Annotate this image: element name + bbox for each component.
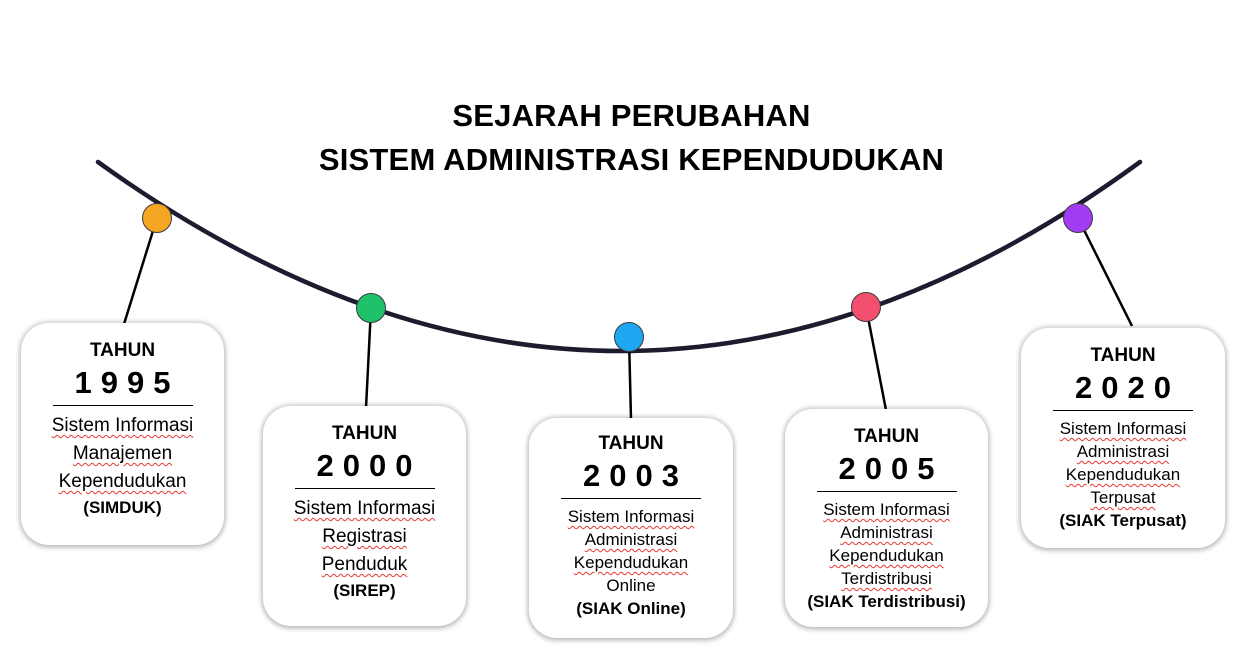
timeline-arc xyxy=(98,162,1140,351)
divider xyxy=(1053,410,1193,411)
system-name: Sistem Informasi Administrasi Kependudukan Terpusat xyxy=(1059,419,1187,507)
year-label: TAHUN xyxy=(331,423,398,444)
year-value: 2005 xyxy=(838,451,944,486)
system-abbreviation: (SIREP) xyxy=(333,581,396,600)
page-subtitle: SISTEM ADMINISTRASI KEPENDUDUKAN xyxy=(318,142,945,177)
milestone-dot-2020 xyxy=(1063,203,1093,233)
year-value: 2020 xyxy=(1075,370,1180,405)
year-value: 2003 xyxy=(583,458,688,493)
system-abbreviation: (SIAK Terpusat) xyxy=(1059,511,1187,530)
year-value: 1995 xyxy=(74,365,180,400)
system-abbreviation: (SIAK Online) xyxy=(576,599,686,618)
divider xyxy=(53,405,193,406)
milestone-card-2003 xyxy=(529,418,733,638)
connector-line xyxy=(124,218,157,324)
system-name: Sistem Informasi Administrasi Kependudukan Online xyxy=(567,507,695,595)
divider xyxy=(817,491,957,492)
milestone-dot-2005 xyxy=(851,292,881,322)
divider xyxy=(561,498,701,499)
year-label: TAHUN xyxy=(89,340,156,361)
milestone-dot-2003 xyxy=(614,322,644,352)
milestone-card-1995 xyxy=(21,323,224,545)
connector-line xyxy=(366,308,371,408)
page-title: SEJARAH PERUBAHAN xyxy=(452,98,811,133)
year-label: TAHUN xyxy=(1090,345,1156,366)
milestone-dot-2000 xyxy=(356,293,386,323)
milestone-card-2000 xyxy=(263,406,466,626)
year-label: TAHUN xyxy=(853,426,920,447)
system-name: Sistem Informasi Registrasi Penduduk xyxy=(293,498,436,575)
divider xyxy=(295,488,435,489)
milestone-card-2005 xyxy=(785,409,988,627)
system-name: Sistem Informasi Manajemen Kependudukan xyxy=(51,415,194,492)
connector-line xyxy=(866,307,886,410)
system-abbreviation: (SIMDUK) xyxy=(83,498,162,517)
milestone-card-2020 xyxy=(1021,328,1225,548)
system-abbreviation: (SIAK Terdistribusi) xyxy=(807,592,966,611)
milestone-dot-1995 xyxy=(142,203,172,233)
system-name: Sistem Informasi Administrasi Kependudukan Terdistribusi xyxy=(823,500,950,588)
year-label: TAHUN xyxy=(598,433,664,454)
year-value: 2000 xyxy=(316,448,422,483)
connector-line xyxy=(1078,218,1132,326)
